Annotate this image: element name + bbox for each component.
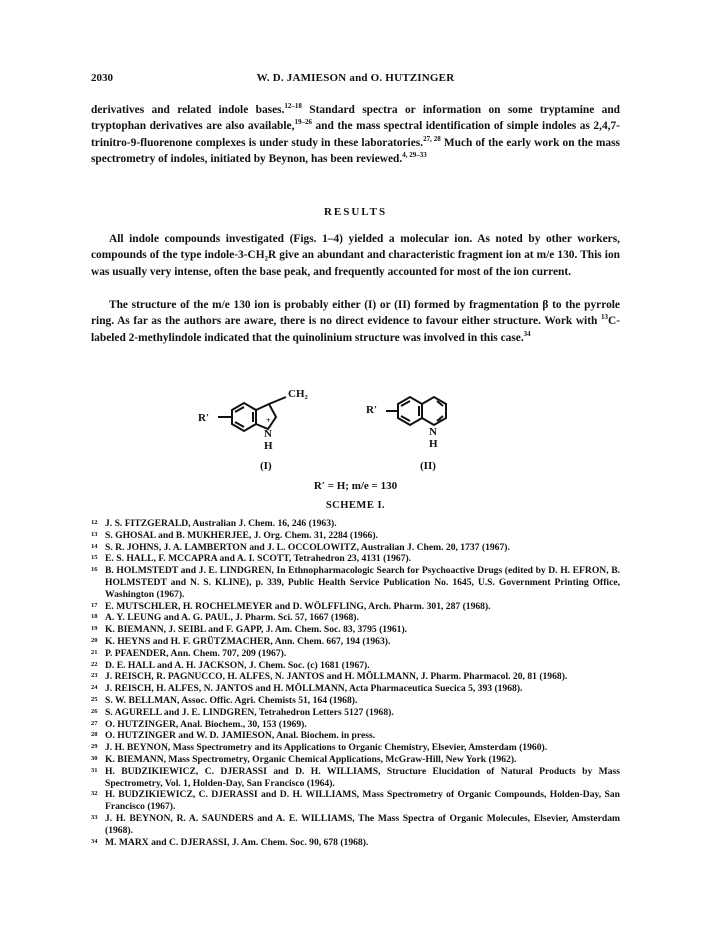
reference-item [91,648,620,660]
reference-text: J. S. FITZGERALD, Australian J. Chem. 16, 246 (1963). [105,518,337,529]
reference-text: O. HUTZINGER and W. D. JAMIESON, Anal. Biochem. in press. [105,730,376,742]
scheme-caption: SCHEME I. [325,500,386,511]
para3-sup-a: 13 [600,313,608,322]
running-header [91,72,620,88]
paragraph-results-1: All indole compounds investigated (Figs. 1–4) yielded a molecular ion. As noted by other workers, compounds of the type indole-3-CH₂R give an abundant and characteristic fragment ion at m/e 130. This ion was usually very intense, often the base peak, and frequently accounted for most of the ion current. [91,233,620,278]
reference-number: 19 [91,625,98,633]
reference-text: J. REISCH, H. ALFES, N. JANTOS and H. MÖLLMANN, Acta Pharmaceutica Suecica 5, 393 (1968). [105,683,523,695]
structure-ii-nitrogen: N [429,426,437,438]
reference-number: 33 [91,813,98,821]
reference-text: H. BUDZIKIEWICZ, C. DJERASSI and D. H. WILLIAMS, Mass Spectrometry of Organic Compounds, Holden-Day, San Francisco (1967). [105,789,620,813]
structure-ii-pyridinium-ring [422,397,446,425]
reference-number: 12 [91,519,98,526]
chemical-structures-drawing [190,364,520,474]
reference-text: S. GHOSAL and B. MUKHERJEE, J. Org. Chem. 31, 2284 (1966). [105,529,378,541]
reference-text: D. E. HALL and A. H. JACKSON, J. Chem. Soc. (c) 1681 (1967). [105,659,370,671]
reference-number: 16 [91,566,98,574]
reference-item [91,612,620,624]
reference-number: 25 [91,695,98,703]
structure-i-ch2: CH₂ [288,388,308,400]
para1-text-d: Much of the early work on the mass spectrometry of indoles, initiated by Beynon, has been reviewed. [91,136,620,166]
para1-text-a: derivatives and related indole bases. [91,104,285,116]
reference-item [91,530,620,542]
para3-text-b: C-labeled 2-methylindole indicated that the quinolinium structure was involved in this case. [91,315,620,344]
structure-i-r-prime: R′ [198,412,210,424]
reference-number: 26 [91,707,98,715]
structure-i-label: (I) [260,460,272,472]
reference-item [91,518,620,530]
reference-number: 18 [91,613,98,621]
para1-sup-a: 12–18 [284,102,302,111]
reference-number: 31 [91,766,98,774]
reference-number: 32 [91,790,98,798]
reference-item [91,707,620,719]
para1-sup-d: 4, 29–33 [402,151,427,160]
para1-sup-b: 19–26 [294,118,312,127]
reference-number: 24 [91,684,98,692]
reference-item [91,789,620,813]
reference-text: M. MARX and C. DJERASSI, J. Am. Chem. Soc. 90, 678 (1968). [105,836,369,848]
reference-text: J. REISCH, R. PAGNUCCO, H. ALFES, N. JANTOS and H. MÖLLMANN, J. Pharm. Pharmacol. 20, 81 (1968). [105,671,568,683]
reference-text: K. BIEMANN, J. SEIBL and F. GAPP, J. Am. Chem. Soc. 83, 3795 (1961). [105,624,408,636]
reference-list [91,518,620,848]
para1-sup-c: 27, 28 [423,135,441,144]
para1-text-b: Standard spectra or information on some tryptamine and tryptophan derivatives are also available, [91,104,620,133]
structure-ii-label: (II) [420,460,436,472]
reference-text: S. AGURELL and J. E. LINDGREN, Tetrahedron Letters 5127 (1968). [105,706,394,718]
reference-item [91,730,620,742]
reference-text: K. BIEMANN, Mass Spectrometry, Organic Chemical Applications, McGraw-Hill, New York (1962). [105,753,517,765]
reference-number: 30 [91,754,98,762]
reference-number: 13 [91,530,98,538]
reference-item [91,542,620,554]
reference-number: 15 [91,554,98,562]
reference-text: E. MUTSCHLER, H. ROCHELMEYER and D. WÖLFFLING, Arch. Pharm. 301, 287 (1968). [105,600,491,612]
reference-text: A. Y. LEUNG and A. G. PAUL, J. Pharm. Sci. 57, 1667 (1968). [105,612,359,624]
reference-number: 28 [91,731,98,739]
reference-item [91,553,620,565]
reference-item [91,766,620,790]
reference-text: B. HOLMSTEDT and J. E. LINDGREN, In Ethnopharmacologic Search for Psychoactive Drugs (edited by D. H. EFRON, B. HOLMSTEDT and N. S. KLINE), p. 339, Public Health Service Publication No. 1645, U.S. Government Printing Office, Washington (1967). [105,565,620,600]
page-number: 2030 [91,72,113,84]
section-heading-results: RESULTS [323,206,388,218]
structure-i-plus: + [266,416,271,425]
scheme-r-definition: R′ = H; m/e = 130 [313,480,398,492]
reference-item [91,695,620,707]
reference-text: H. BUDZIKIEWICZ, C. DJERASSI and D. H. WILLIAMS, Structure Elucidation of Natural Products by Mass Spectrometry, Vol. 1, Holden-Day, San Francisco (1964). [105,765,620,789]
reference-item [91,719,620,731]
reference-item [91,624,620,636]
structure-ii-r-prime: R′ [366,404,378,416]
para1-text-c: and the mass spectral identification of simple indoles as 2,4,7-trinitro-9-fluorenone complexes is under study in these laboratories. [91,120,620,149]
reference-item [91,837,620,849]
reference-number: 22 [91,660,98,668]
paragraph-results-2 [91,297,620,346]
reference-text: S. R. JOHNS, J. A. LAMBERTON and J. L. OCCOLOWITZ, Australian J. Chem. 20, 1737 (1967). [105,541,510,553]
reference-number: 17 [91,601,98,609]
reference-text: K. HEYNS and H. F. GRÜTZMACHER, Ann. Chem. 667, 194 (1963). [105,635,391,647]
reference-item [91,671,620,683]
running-head-authors: W. D. JAMIESON and O. HUTZINGER [256,72,455,84]
reference-text: J. H. BEYNON, Mass Spectrometry and its Applications to Organic Chemistry, Elsevier, Amsterdam (1960). [105,742,548,754]
paragraph-intro-continued [91,102,620,168]
reference-text: J. H. BEYNON, R. A. SAUNDERS and A. E. WILLIAMS, The Mass Spectra of Organic Molecules, Elsevier, Amsterdam (1968). [105,812,620,836]
reference-number: 20 [91,636,98,644]
reference-item [91,565,620,600]
reference-number: 21 [91,648,98,656]
scheme-structures [190,364,520,474]
para3-sup-b: 34 [523,330,531,339]
reference-item [91,742,620,754]
reference-text: E. S. HALL, F. MCCAPRA and A. I. SCOTT, Tetrahedron 23, 4131 (1967). [105,553,412,565]
structure-ii-plus: + [437,416,442,425]
reference-number: 23 [91,672,98,680]
reference-number: 27 [91,719,98,727]
structure-i-hydrogen: H [264,440,273,452]
reference-number: 34 [91,837,98,845]
para3-text-a: The structure of the m/e 130 ion is probably either (I) or (II) formed by fragmentation β to the pyrrole ring. As far as the authors are aware, there is no direct evidence to favour either structure. Work with [91,299,620,328]
reference-number: 14 [91,542,98,550]
reference-item [91,660,620,672]
structure-ii-hydrogen: H [429,438,438,450]
reference-text: S. W. BELLMAN, Assoc. Offic. Agri. Chemists 51, 164 (1968). [105,694,358,706]
reference-item [91,813,620,837]
structure-i-nitrogen: N [264,428,272,440]
reference-item [91,636,620,648]
reference-item [91,754,620,766]
reference-text: O. HUTZINGER, Anal. Biochem., 30, 153 (1969). [105,718,307,730]
reference-number: 29 [91,743,98,751]
reference-item [91,683,620,695]
reference-item [91,601,620,613]
reference-text: P. PFAENDER, Ann. Chem. 707, 209 (1967). [105,647,287,659]
